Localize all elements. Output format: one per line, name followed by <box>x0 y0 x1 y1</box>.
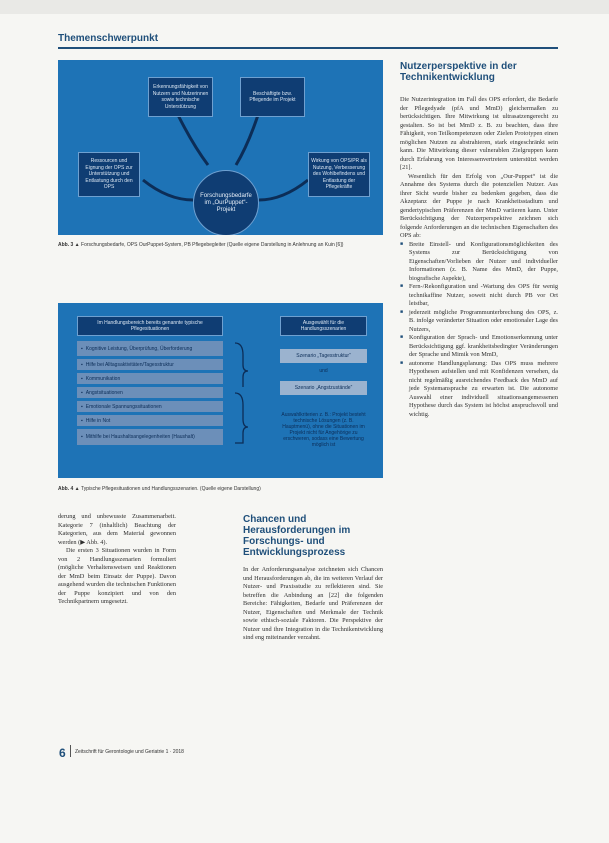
left-paragraph-1: derung und unbewusste Zusammenarbeit. Kategorie 7 (inhaltlich) Beachtung der Kategorien, aus dem Material gewonnen werden (▶ Abb. 4). <box>58 513 176 546</box>
figure-1-box-top-left: Erkennungsfähigkeit von Nutzern und Nutzerinnen sowie technische Unterstützung <box>148 77 213 117</box>
figure-1-box-top-right: Beschäftigte bzw. Pflegende im Projekt <box>240 77 305 117</box>
figure-2-scenario-2: Szenario „Angstzustände“ <box>280 381 367 395</box>
journal-name: Zeitschrift für Gerontologie und Geriatrie 1 · 2018 <box>75 749 184 755</box>
figure-1-center: Forschungsbedarfe im „OurPuppet“-Projekt <box>193 170 259 235</box>
figure-2-and: und <box>319 368 328 374</box>
figure-2-item: ▪ Angstsituationen <box>77 387 223 398</box>
figure-2-caption-label: Abb. 4 ▲ <box>58 486 80 492</box>
figure-2-item: ▪ Kommunikation <box>77 373 223 384</box>
figure-1-caption <box>58 242 383 249</box>
right-bullet: ■ jederzeit mögliche Programmunterbrechung des OPS, z. B. infolge veränderter Situation oder emotionaler Lage des Nutzers, <box>400 309 558 335</box>
right-bullet: ■ Breite Einstell- und Konfigurationsmöglichkeiten des Systems zur Berücksichtigung von Eigenschaften/Vorlieben der Nutzer und individueller Informationen (z. B. Name des MmD, der Puppe, biografische Aspekte), <box>400 241 558 284</box>
middle-column <box>243 566 383 643</box>
figure-1 <box>58 60 383 235</box>
figure-2-caption-text: Typische Pflegesituationen und Handlungsszenarien. (Quelle eigene Darstellung) <box>80 486 261 492</box>
figure-2-right-note: Auswahlkriterien z. B.: Projekt besteht technische Lösungen (z. B. Hauptmenü), ohne die Situationen im Projekt nicht für Angehörige zu erschweren, sodass eine Bewertung möglich ist <box>281 412 366 448</box>
right-paragraph-1: Die Nutzerintegration im Fall des OPS erfordert, die Bedarfe der Pflegedyade (pfA und MmD) gleichermaßen zu berücksichtigen. Ihre Mitwirkung ist ultrasatzengerecht zu gestalten. So ist bei MmD z. B. zu beachten, dass ihre Fähigkeit, von Teilkompetenzen oder Zielen Prototypen einen möglichen Nutzen zu abstrahieren, stark eingeschränkt sein kann. Die Mitwirkung dieser vulnerablen Zielgruppen kann durch Erfahrung von Interessenvertretern unterstützt werden [21]. <box>400 96 558 171</box>
figure-1-caption-label: Abb. 3 ▲ <box>58 242 80 248</box>
section-header: Themenschwerpunkt <box>58 33 159 44</box>
figure-2-caption <box>58 486 383 493</box>
figure-2 <box>58 303 383 478</box>
figure-2-item: ▪ Mithilfe bei Haushaltsangelegenheiten (Haushalt) <box>77 429 223 445</box>
right-paragraph-2: Wesentlich für den Erfolg von „Our-Puppet“ ist die Annahme des Systems durch die potenziellen Nutzer. Aus ihrer Sicht wurde bisher zu bedenken gegeben, dass die Akzeptanz der Puppe je nach Krankheitsstadium und gendertypischen Präferenzen der MmD variieren kann. Unter Berücksichtigung der Nutzerperspektive zeichnen sich folgende Anforderungen an die technischen Eigenschaften des OPS ab: <box>400 172 558 239</box>
figure-1-caption-text: Forschungsbedarfe, OPS OurPuppet-System, PB Pflegebegleiter (Quelle eigene Darstellung in Anlehnung an Kuin [6]) <box>81 242 344 248</box>
left-column <box>58 513 176 607</box>
figure-2-scenario-1: Szenario „Tagesstruktur“ <box>280 349 367 363</box>
page-number: 6 <box>59 746 66 760</box>
figure-1-box-left: Ressourcen und Eignung der OPS zur Unterstützung und Entlastung durch den OPS <box>78 152 140 197</box>
right-column <box>400 96 558 419</box>
figure-1-box-right: Wirkung von OPS/PR als Nutzung, Verbesserung des Wohlbefindens und Entlastung der Pflegekräfte <box>308 152 370 197</box>
right-heading: Nutzerperspektive in der Technikentwicklung <box>400 61 517 83</box>
right-bullet: ■ autonome Handlungsplanung: Das OPS muss mehrere Hypothesen aufstellen und mit Konfidenzen versehen, da nicht regelmäßig ausreichendes Feedback des MmD auf jede Systemansprache zu erwarten ist. Die autonome Auswahl einer individuell situationsangemessenen Hypothese durch das System ist höchst anspruchsvoll und wichtig. <box>400 360 558 420</box>
right-bullet: ■ Fern-/Rekonfiguration und -Wartung des OPS für wenig technikaffine Nutzer, soweit nicht durch PB vor Ort leistbar, <box>400 283 558 309</box>
figure-2-right-title: Ausgewählt für die Handlungsszenarien <box>280 316 367 336</box>
footer-rule <box>70 745 71 757</box>
figure-2-left-title: Im Handlungsbereich bereits genannte typische Pflegesituationen <box>77 316 223 336</box>
middle-paragraph-1: In der Anforderungsanalyse zeichneten sich Chancen und Herausforderungen ab, die im weiteren Verlauf der Nutzer- und Praxisstudie zu reflektieren sind. Sie betreffen die Anbindung an [22] die folgenden Bereiche: Fähigkeiten, Bedarfe und Präferenzen der Nutzer, Eigenschaften und Merkmale der Technik sowie ethisch-soziale Faktoren. Die Perspektive der Nutzer und ihre Integration in die Technikentwicklung sind eng miteinander verzahnt. <box>243 566 383 641</box>
top-band <box>0 0 609 14</box>
right-bullet-list <box>400 241 558 420</box>
figure-2-item: ▪ Hilfe in Not <box>77 415 223 426</box>
figure-2-item: ▪ Kognitive Leistung, Überprüfung, Überforderung <box>77 341 223 356</box>
right-bullet: ■ Konfiguration der Sprach- und Emotionserkennung unter Berücksichtigung ggf. krankheitsbedingter Veränderungen der Sprache und Mimik von MmD, <box>400 334 558 360</box>
left-paragraph-2: Die ersten 3 Situationen wurden in Form von 2 Handlungsszenarien formuliert (mögliche Verhaltensweisen und Reaktionen der MmD beim Einsatz der Puppe). Davon ausgehend wurden die technischen Funktionen der Puppe konzipiert und von den Technikpartnern umgesetzt. <box>58 547 176 605</box>
figure-2-item: ▪ Emotionale Spannungssituationen <box>77 401 223 412</box>
figure-2-brace <box>233 341 249 445</box>
header-rule <box>58 47 558 49</box>
figure-2-item: ▪ Hilfe bei Alltagsaktivitäten/Tagesstruktur <box>77 359 223 370</box>
middle-heading: Chancen und Herausforderungen im Forschungs- und Entwicklungsprozess <box>243 514 351 558</box>
